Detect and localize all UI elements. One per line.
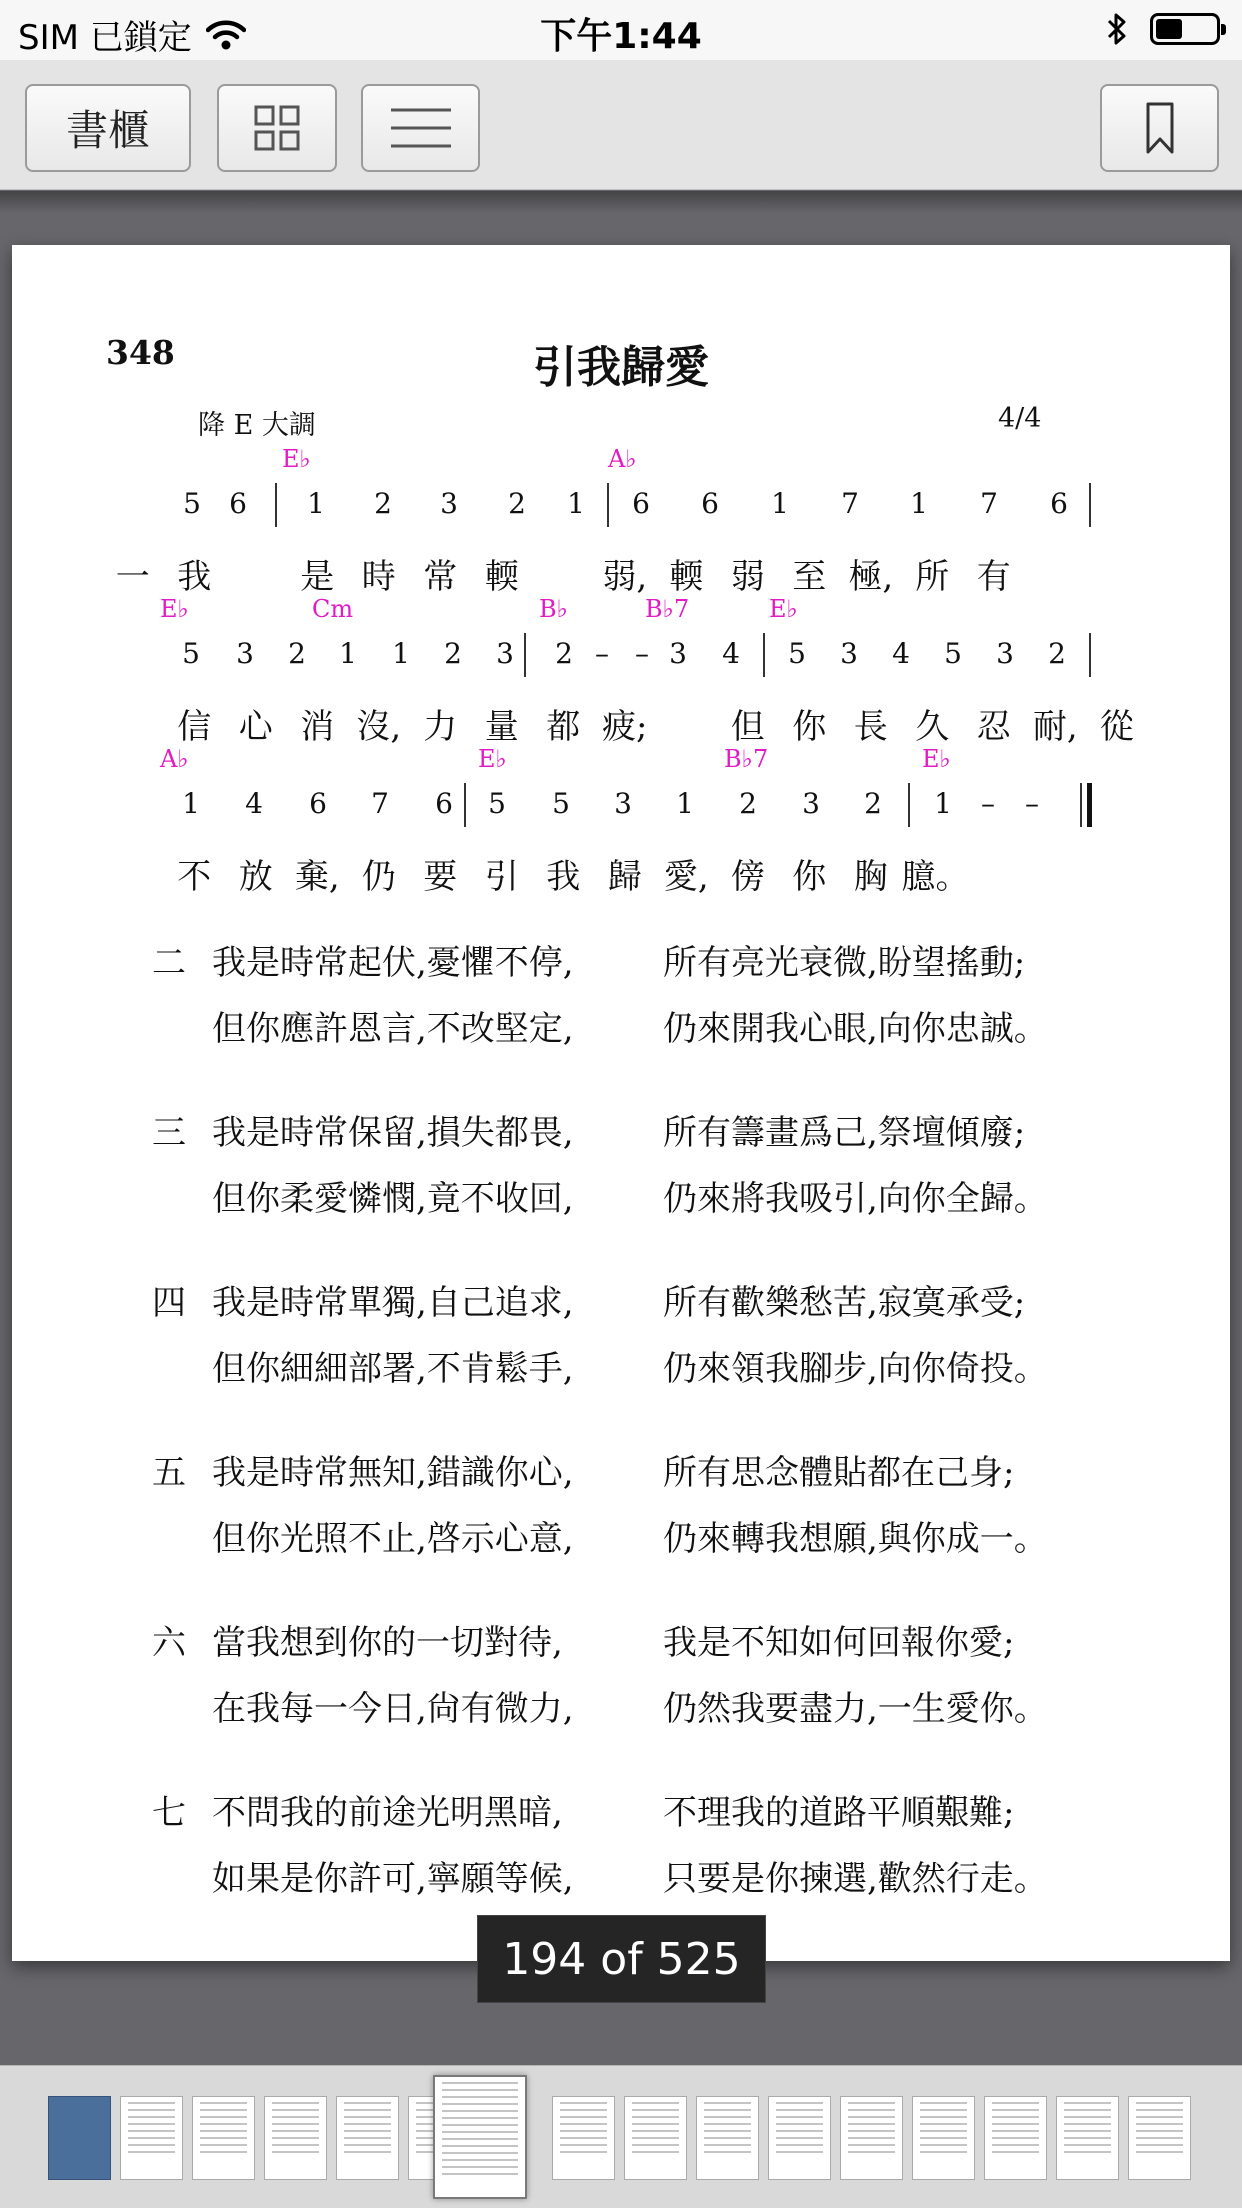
lyric-syllable: 你	[792, 857, 827, 897]
chord: A♭	[160, 745, 189, 773]
barline	[275, 483, 277, 527]
score-line-3	[12, 745, 1230, 897]
note: 1	[910, 487, 928, 520]
page-thumbnail[interactable]	[552, 2096, 615, 2180]
bookmark-button[interactable]	[1100, 84, 1219, 172]
lyric-syllable: 時	[361, 557, 396, 597]
lyric-syllable: 長	[853, 707, 888, 747]
page-thumbnail[interactable]	[912, 2096, 975, 2180]
barline	[464, 783, 466, 827]
lyric-syllable: 至	[792, 557, 827, 597]
page-thumbnail[interactable]	[120, 2096, 183, 2180]
lyric-syllable: 消	[300, 707, 335, 747]
note: 2	[444, 637, 462, 670]
chord: B♭7	[645, 595, 690, 623]
lyric-syllable: 放	[238, 857, 273, 897]
lyric-syllable: 輭	[484, 557, 519, 597]
battery-icon	[1150, 13, 1220, 45]
verse-line: 所有思念體貼都在己身;	[663, 1453, 1015, 1493]
note: 6	[701, 487, 719, 520]
note: 5	[788, 637, 806, 670]
lyric-syllable: 是	[300, 557, 335, 597]
verse-line: 仍然我要盡力,一生愛你。	[663, 1689, 1048, 1729]
current-page-thumbnail[interactable]	[433, 2075, 527, 2199]
note: 3	[840, 637, 858, 670]
page-thumbnail[interactable]	[264, 2096, 327, 2180]
lyric-syllable: 從	[1099, 707, 1134, 747]
note: 1	[934, 787, 952, 820]
lyric-syllable: 引	[484, 857, 519, 897]
lyric-syllable: 忍	[976, 707, 1011, 747]
verse-line: 如果是你許可,寧願等候,	[212, 1859, 574, 1899]
lyric-syllable: 胸	[853, 857, 888, 897]
lyric-syllable: 愛,	[663, 857, 709, 897]
verse-number: 五	[152, 1453, 186, 1493]
time-signature: 4/4	[998, 403, 1042, 434]
note: 5	[183, 487, 201, 520]
chord: A♭	[608, 445, 637, 473]
verse-number: 三	[152, 1113, 186, 1153]
verse-line: 但你應許恩言,不改堅定,	[212, 1009, 574, 1049]
lyric-syllable: 所	[915, 557, 950, 597]
page-thumbnail[interactable]	[768, 2096, 831, 2180]
verse-line: 我是不知如何回報你愛;	[663, 1623, 1015, 1663]
note: 3	[996, 637, 1014, 670]
verse-line: 仍來將我吸引,向你全歸。	[663, 1179, 1048, 1219]
page-counter: 194 of 525	[477, 1915, 766, 2003]
lyric-syllable: 常	[423, 557, 458, 597]
lyric-syllable: 量	[484, 707, 519, 747]
chord: E♭	[160, 595, 189, 623]
note: 2	[1048, 637, 1066, 670]
clock: 下午1:44	[540, 16, 702, 57]
lyric-syllable: 弱,	[602, 557, 648, 597]
note: 1	[771, 487, 789, 520]
note: 7	[980, 487, 998, 520]
lyric-syllable: 沒,	[356, 707, 402, 747]
lyric-syllable: 信	[177, 707, 212, 747]
note: 6	[309, 787, 327, 820]
note: 7	[371, 787, 389, 820]
chord: Cm	[312, 595, 354, 623]
note: 1	[182, 787, 200, 820]
toolbar	[0, 60, 1242, 190]
verse-line: 仍來開我心眼,向你忠誠。	[663, 1009, 1048, 1049]
library-button[interactable]	[25, 84, 191, 172]
verse-line: 我是時常無知,錯識你心,	[212, 1453, 574, 1493]
lyric-syllable: 都	[546, 707, 581, 747]
score-line-2	[12, 595, 1230, 747]
hymn-page[interactable]	[12, 245, 1230, 1961]
verse-number: 四	[152, 1283, 186, 1323]
toolbar-shadow	[0, 191, 1242, 213]
note: 1	[339, 637, 357, 670]
note: 2	[288, 637, 306, 670]
verse-line: 當我想到你的一切對待,	[212, 1623, 563, 1663]
chord: B♭	[539, 595, 568, 623]
note: 1	[307, 487, 325, 520]
note: 5	[182, 637, 200, 670]
note: 5	[488, 787, 506, 820]
lyric-syllable: 耐,	[1032, 707, 1078, 747]
hymn-title: 引我歸愛	[533, 342, 709, 393]
barline	[763, 633, 765, 677]
chord: E♭	[478, 745, 507, 773]
lyric-syllable: 我	[546, 857, 581, 897]
lyric-syllable: 你	[792, 707, 827, 747]
lyric-syllable: 不	[177, 857, 212, 897]
grid-icon	[253, 104, 301, 152]
note: 3	[802, 787, 820, 820]
page-thumbnail[interactable]	[1128, 2096, 1191, 2180]
barline	[908, 783, 910, 827]
page-thumbnail[interactable]	[336, 2096, 399, 2180]
lyric-syllable: 心	[238, 707, 273, 747]
status-bar	[0, 0, 1242, 60]
note: 6	[229, 487, 247, 520]
page-thumbnail[interactable]	[192, 2096, 255, 2180]
lyric-syllable: 久	[915, 707, 950, 747]
verse-line: 但你細細部署,不肯鬆手,	[212, 1349, 574, 1389]
barline	[524, 633, 526, 677]
note: 6	[632, 487, 650, 520]
library-button-label: 書櫃	[65, 106, 150, 155]
verse-line: 但你柔愛憐憫,竟不收回,	[212, 1179, 574, 1219]
chord: E♭	[282, 445, 311, 473]
key-signature: 降 E 大調	[198, 410, 316, 441]
note: 3	[496, 637, 514, 670]
lyric-syllable: 極,	[848, 557, 894, 597]
lyric-syllable: 但	[730, 707, 765, 747]
note: –	[1025, 787, 1039, 820]
note: 2	[508, 487, 526, 520]
note: 2	[739, 787, 757, 820]
page-thumbnail[interactable]	[840, 2096, 903, 2180]
note: 7	[841, 487, 859, 520]
carrier-label: SIM 已鎖定	[18, 18, 192, 58]
verse-line: 我是時常保留,損失都畏,	[212, 1113, 574, 1153]
note: 2	[374, 487, 392, 520]
verse-line: 所有亮光衰微,盼望搖動;	[663, 943, 1026, 983]
verse-number: 七	[152, 1793, 186, 1833]
lyric-syllable: 力	[423, 707, 458, 747]
barline	[1089, 483, 1091, 527]
verse-line: 不理我的道路平順艱難;	[663, 1793, 1015, 1833]
verse-line: 但你光照不止,啓示心意,	[212, 1519, 574, 1559]
verse-line: 在我每一今日,尙有微力,	[212, 1689, 574, 1729]
verse-number: 二	[152, 943, 186, 983]
verse-line: 只要是你揀選,歡然行走。	[663, 1859, 1048, 1899]
note: 5	[552, 787, 570, 820]
page-thumbnail[interactable]	[1056, 2096, 1119, 2180]
note: 3	[614, 787, 632, 820]
score-line-1	[12, 445, 1230, 597]
note: 3	[440, 487, 458, 520]
lyric-syllable: 弱	[730, 557, 765, 597]
list-icon	[389, 106, 453, 150]
note: 4	[722, 637, 740, 670]
note: 6	[435, 787, 453, 820]
verse-line: 我是時常起伏,憂懼不停,	[212, 943, 574, 983]
barline	[1089, 633, 1091, 677]
note: 1	[392, 637, 410, 670]
final-barline	[1087, 783, 1092, 827]
note: 1	[567, 487, 585, 520]
note: 2	[864, 787, 882, 820]
note: 4	[245, 787, 263, 820]
barline	[607, 483, 609, 527]
lyric-syllable: 傍	[730, 857, 765, 897]
verse-line: 不問我的前途光明黑暗,	[212, 1793, 563, 1833]
lyric-syllable: 棄,	[294, 857, 340, 897]
grid-view-button[interactable]	[217, 84, 337, 172]
verse-line: 仍來領我腳步,向你倚投。	[663, 1349, 1048, 1389]
hymn-number: 348	[106, 333, 175, 372]
lyric-syllable: 仍	[361, 857, 396, 897]
lyric-syllable: 我	[177, 557, 212, 597]
note: –	[595, 637, 609, 670]
lyric-line	[102, 699, 1148, 748]
lyric-syllable: 有	[976, 557, 1011, 597]
verse-line: 仍來轉我想願,與你成一。	[663, 1519, 1048, 1559]
note: 3	[236, 637, 254, 670]
verse-line: 我是時常單獨,自己追求,	[212, 1283, 574, 1323]
lyric-syllable: 疲;	[602, 707, 648, 747]
page-thumbnail[interactable]	[984, 2096, 1047, 2180]
lyric-syllable: 歸	[607, 857, 642, 897]
note: 2	[555, 637, 573, 670]
note: 6	[1050, 487, 1068, 520]
note: –	[981, 787, 995, 820]
note: 1	[676, 787, 694, 820]
note: 5	[944, 637, 962, 670]
note: 4	[892, 637, 910, 670]
barline	[1080, 783, 1082, 827]
lyric-line	[102, 849, 970, 898]
lyric-syllable: 臆。	[901, 857, 970, 897]
page-thumbnail[interactable]	[48, 2096, 111, 2180]
lyric-syllable: 輭	[669, 557, 704, 597]
lyric-syllable: 一	[115, 557, 150, 597]
verse-line: 所有歡樂愁苦,寂寞承受;	[663, 1283, 1026, 1323]
table-of-contents-button[interactable]	[361, 84, 480, 172]
bluetooth-icon	[1106, 12, 1128, 46]
page-thumbnail[interactable]	[624, 2096, 687, 2180]
page-thumbnail[interactable]	[696, 2096, 759, 2180]
chord: B♭7	[724, 745, 769, 773]
lyric-line	[102, 549, 1025, 598]
bookmark-icon	[1145, 101, 1175, 155]
verse-line: 所有籌畫爲己,祭壇傾廢;	[663, 1113, 1026, 1153]
note: 3	[669, 637, 687, 670]
verse-number: 六	[152, 1623, 186, 1663]
thumbnail-strip[interactable]	[0, 2065, 1242, 2208]
lyric-syllable: 要	[423, 857, 458, 897]
chord: E♭	[769, 595, 798, 623]
note: –	[635, 637, 649, 670]
chord: E♭	[922, 745, 951, 773]
